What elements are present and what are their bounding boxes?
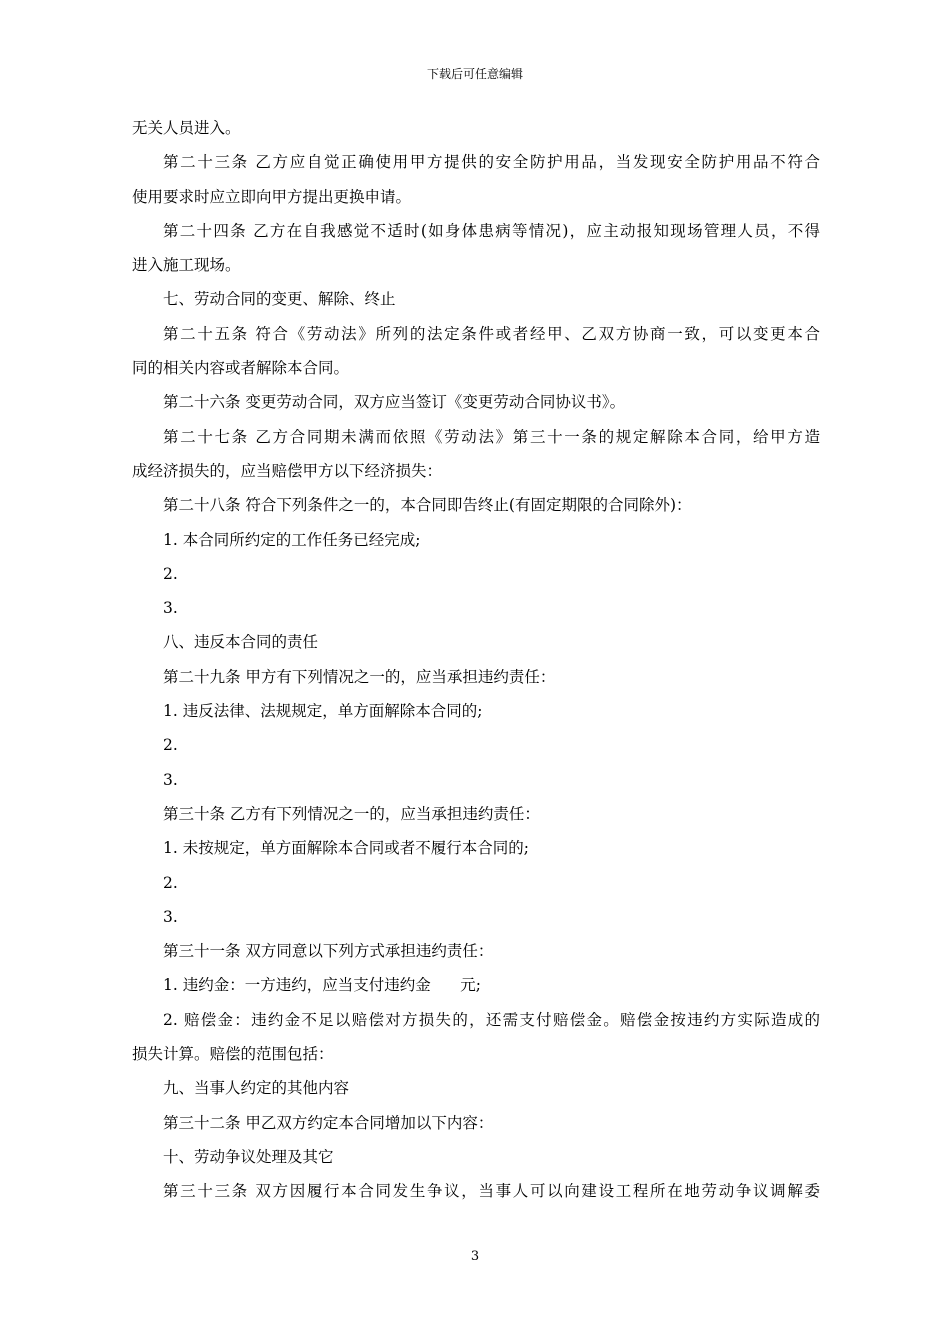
text-line: 七、劳动合同的变更、解除、终止 [163, 290, 396, 309]
text-line: 第二十八条 符合下列条件之一的，本合同即告终止(有固定期限的合同除外)： [163, 496, 692, 515]
text-line: 第三十二条 甲乙双方约定本合同增加以下内容： [163, 1113, 494, 1132]
text-line: 第三十条 乙方有下列情况之一的，应当承担违约责任： [163, 804, 540, 823]
text-line: 第二十七条 乙方合同期未满而依照《劳动法》第三十一条的规定解除本合同，给甲方造 [163, 427, 820, 446]
text-line: 第二十六条 变更劳动合同，双方应当签订《变更劳动合同协议书》。 [163, 393, 626, 412]
text-line: 无关人员进入。 [132, 119, 241, 137]
text-line: 3. [163, 770, 178, 789]
text-line: 同的相关内容或者解除本合同。 [132, 359, 350, 378]
text-line: 第二十四条 乙方在自我感觉不适时(如身体患病等情况)，应主动报知现场管理人员，不得 [163, 221, 820, 240]
text-line: 第三十一条 双方同意以下列方式承担违约责任： [163, 942, 494, 961]
text-line: 九、当事人约定的其他内容 [163, 1079, 350, 1098]
text-line: 八、违反本合同的责任 [163, 633, 319, 652]
text-line: 第二十三条 乙方应自觉正确使用甲方提供的安全防护用品，当发现安全防护用品不符合 [163, 153, 820, 172]
text-line: 1. 违反法律、法规规定，单方面解除本合同的; [163, 702, 483, 721]
text-line: 进入施工现场。 [132, 256, 241, 275]
document-body [132, 111, 820, 1209]
text-line: 2. [163, 736, 178, 755]
text-line: 十、劳动争议处理及其它 [163, 1147, 334, 1166]
text-line: 3. [163, 599, 178, 618]
page-number: 3 [470, 1249, 480, 1264]
text-line: 第二十五条 符合《劳动法》所列的法定条件或者经甲、乙双方协商一致，可以变更本合 [163, 324, 820, 343]
text-line: 1. 未按规定，单方面解除本合同或者不履行本合同的; [163, 839, 529, 858]
text-line: 2. [163, 873, 178, 892]
text-line: 第三十三条 双方因履行本合同发生争议，当事人可以向建设工程所在地劳动争议调解委 [163, 1182, 820, 1201]
page-header: 下载后可任意编辑 [426, 67, 523, 81]
text-line: 1. 违约金：一方违约，应当支付违约金 元; [163, 976, 482, 995]
text-line: 1. 本合同所约定的工作任务已经完成; [163, 530, 421, 549]
text-line: 3. [163, 907, 178, 926]
text-line: 第二十九条 甲方有下列情况之一的，应当承担违约责任： [163, 667, 556, 686]
text-line: 2. 赔偿金：违约金不足以赔偿对方损失的，还需支付赔偿金。赔偿金按违约方实际造成的 [163, 1010, 820, 1029]
text-line: 损失计算。赔偿的范围包括： [132, 1045, 334, 1064]
text-line: 成经济损失的，应当赔偿甲方以下经济损失： [132, 461, 443, 480]
text-line: 使用要求时应立即向甲方提出更换申请。 [132, 187, 412, 206]
text-line: 2. [163, 564, 178, 583]
